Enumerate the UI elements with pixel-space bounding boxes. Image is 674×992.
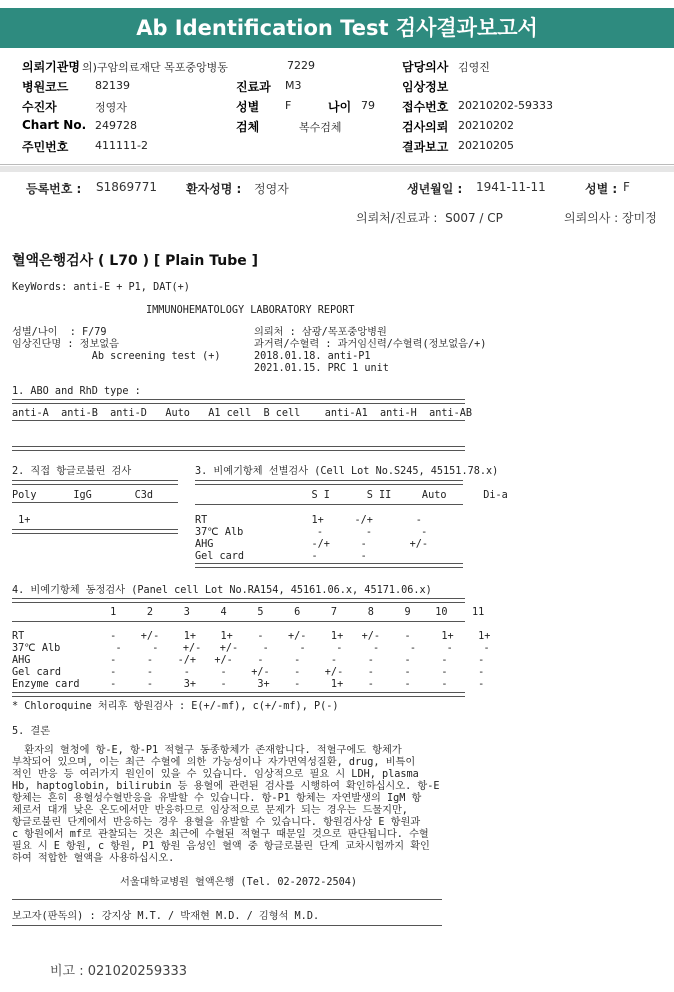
- header-value-age: 79: [361, 99, 375, 112]
- report-line: 2. 직접 항글로불린 검사: [12, 466, 132, 477]
- double-rule: [12, 446, 465, 451]
- report-title: Ab Identification Test 검사결과보고서: [136, 16, 538, 40]
- single-rule: [12, 925, 442, 926]
- report-line: 과거력/수혈력 : 과거임신력/수혈력(정보없음/+): [254, 339, 487, 350]
- report-line: 적인 반응 등 여러가지 원인이 있을 수 있습니다. 임상적으로 필요 시 LDH, plasma: [12, 769, 419, 780]
- report-line: KeyWords: anti-E + P1, DAT(+): [12, 282, 190, 293]
- report-line: 임상진단명 : 정보없음: [12, 339, 119, 350]
- single-rule: [12, 502, 178, 503]
- report-line: 항글로불린 단계에서 반응하는 경우 용혈을 유발할 수 있습니다. 항원검사상 E 항원과: [12, 817, 421, 828]
- report-line: 1. ABO and RhD type :: [12, 386, 141, 397]
- report-line: 서울대학교병원 혈액은행 (Tel. 02-2072-2504): [120, 877, 358, 888]
- report-line: anti-A anti-B anti-D Auto A1 cell B cell anti-A1 anti-H anti-AB: [12, 408, 473, 419]
- header-label-req_date: 검사의뢰: [402, 120, 449, 134]
- report-line: 환자의 혈청에 항-E, 항-P1 적혈구 동종항체가 존재합니다. 적혈구에도 항체가: [12, 745, 402, 756]
- report-line: 필요 시 E 항원, c 항원, P1 항원 음성인 혈액 중 항글로불린 단계 교차시험까지 확인: [12, 841, 430, 852]
- patient-name-value: 정영자: [254, 182, 289, 196]
- header-value-specimen: 복수검체: [299, 121, 342, 134]
- report-line: 5. 결론: [12, 726, 51, 737]
- single-rule: [12, 420, 465, 421]
- report-line: AHG - - -/+ +/- - - - - - - -: [12, 655, 485, 666]
- double-rule: [195, 563, 463, 568]
- header-value-inst_code: 7229: [287, 59, 315, 72]
- report-line: 성별/나이 : F/79: [12, 327, 107, 338]
- report-line: 의뢰처 : 삼광/목포중앙병원: [254, 327, 387, 338]
- double-rule: [12, 598, 465, 603]
- report-line: Ab screening test (+): [12, 351, 221, 362]
- report-line: 37℃ Alb - - -: [195, 527, 428, 538]
- report-line: Poly IgG C3d: [12, 490, 154, 501]
- report-line: 항체는 흔히 용혈성수혈반응을 유발할 수 있습니다. 항-P1 항체는 자연발생의 IgM 항: [12, 793, 422, 804]
- sex-label: 성별 :: [585, 182, 618, 196]
- header-value-patient: 정영자: [95, 101, 127, 114]
- sex-value: F: [623, 180, 630, 194]
- single-rule: [195, 504, 463, 505]
- single-rule: [12, 621, 465, 622]
- header-label-chart: Chart No.: [22, 118, 87, 132]
- header-label-hosp_code: 병원코드: [22, 80, 69, 94]
- patient-name-label: 환자성명 :: [186, 182, 242, 196]
- header-band: [0, 166, 674, 172]
- header-divider: [0, 164, 674, 165]
- double-rule: [195, 480, 463, 485]
- report-line: RT 1+ -/+ -: [195, 515, 422, 526]
- report-line: 3. 비예기항체 선별검사 (Cell Lot No.S245, 45151.78.x): [195, 466, 499, 477]
- dept-info: 의뢰처/진료과 : S007 / CP: [356, 211, 503, 225]
- double-rule: [12, 480, 178, 485]
- double-rule: [12, 399, 465, 404]
- header-label-receipt: 접수번호: [402, 100, 449, 114]
- reg-no-label: 등록번호 :: [26, 182, 82, 196]
- single-rule: [12, 899, 442, 900]
- report-line: * Chloroquine 처리후 항원검사 : E(+/-mf), c(+/-mf), P(-): [12, 701, 339, 712]
- report-line: 2021.01.15. PRC 1 unit: [254, 363, 389, 374]
- dob-value: 1941-11-11: [476, 180, 546, 194]
- report-line: Hb, haptoglobin, bilirubin 등 용혈에 관련된 검사를 시행하여 확인하십시오. 항-E: [12, 781, 440, 792]
- header-label-manager: 담당의사: [402, 60, 449, 74]
- report-line: 체로서 대개 낮은 온도에서만 반응하므로 임상적으로 문제가 되는 경우는 드물지만,: [12, 805, 408, 816]
- header-value-inst: 의)구암의료재단 목포중앙병동: [82, 61, 228, 74]
- report-line: c 항원에서 mf로 관찰되는 것은 최근에 수혈된 적혈구 때문일 것으로 판단됩니다. 수혈: [12, 829, 429, 840]
- header-value-chart: 249728: [95, 119, 137, 132]
- report-line: 2018.01.18. anti-P1: [254, 351, 371, 362]
- header-label-clinical: 임상정보: [402, 80, 449, 94]
- double-rule: [12, 692, 465, 697]
- header-value-rep_date: 20210205: [458, 139, 514, 152]
- report-line: Enzyme card - - 3+ - 3+ - 1+ - - - -: [12, 679, 485, 690]
- report-line: 1+: [12, 515, 31, 526]
- section-title: 혈액은행검사 ( L70 ) [ Plain Tube ]: [12, 253, 259, 269]
- header-label-age: 나이: [328, 100, 352, 114]
- reg-no-value: S1869771: [96, 180, 158, 194]
- header-value-sex: F: [285, 99, 292, 112]
- header-value-dept: M3: [285, 79, 302, 92]
- report-line: 보고자(판독의) : 강지상 M.T. / 박재현 M.D. / 김형석 M.D.: [12, 911, 320, 922]
- double-rule: [12, 529, 178, 534]
- header-label-dept: 진료과: [236, 80, 271, 94]
- report-line: 37℃ Alb - - +/- +/- - - - - - - -: [12, 643, 490, 654]
- header-label-rep_date: 결과보고: [402, 140, 449, 154]
- doctor-info: 의뢰의사 : 장미정: [564, 211, 657, 225]
- header-label-sex: 성별: [236, 100, 260, 114]
- header-value-manager: 김영진: [458, 61, 490, 74]
- report-line: Gel card - - - - +/- - +/- - - - -: [12, 667, 485, 678]
- header-value-hosp_code: 82139: [95, 79, 130, 92]
- header-label-patient: 수진자: [22, 100, 57, 114]
- report-line: Gel card - -: [195, 551, 367, 562]
- report-line: 부착되어 있으며, 이는 최근 수혈에 의한 가능성이나 자가면역성질환, drug, 비특이: [12, 757, 416, 768]
- header-label-rrn: 주민번호: [22, 140, 69, 154]
- header-value-receipt: 20210202-59333: [458, 99, 553, 112]
- report-line: 1 2 3 4 5 6 7 8 9 10 11: [12, 607, 485, 618]
- dob-label: 생년월일 :: [407, 182, 463, 196]
- report-line: AHG -/+ - +/-: [195, 539, 429, 550]
- report-line: S I S II Auto Di-a: [195, 490, 508, 501]
- report-line: 4. 비예기항체 동정검사 (Panel cell Lot No.RA154, 45161.06.x, 45171.06.x): [12, 585, 432, 596]
- header-value-rrn: 411111-2: [95, 139, 148, 152]
- footer-note: 비고 : 021020259333: [50, 964, 188, 979]
- header-label-specimen: 검체: [236, 120, 260, 134]
- header-label-inst: 의뢰기관명: [22, 60, 80, 74]
- report-line: IMMUNOHEMATOLOGY LABORATORY REPORT: [146, 305, 355, 316]
- header-value-req_date: 20210202: [458, 119, 514, 132]
- report-line: RT - +/- 1+ 1+ - +/- 1+ +/- - 1+ 1+: [12, 631, 491, 642]
- report-line: 하여 적합한 혈액을 사용하십시오.: [12, 853, 175, 864]
